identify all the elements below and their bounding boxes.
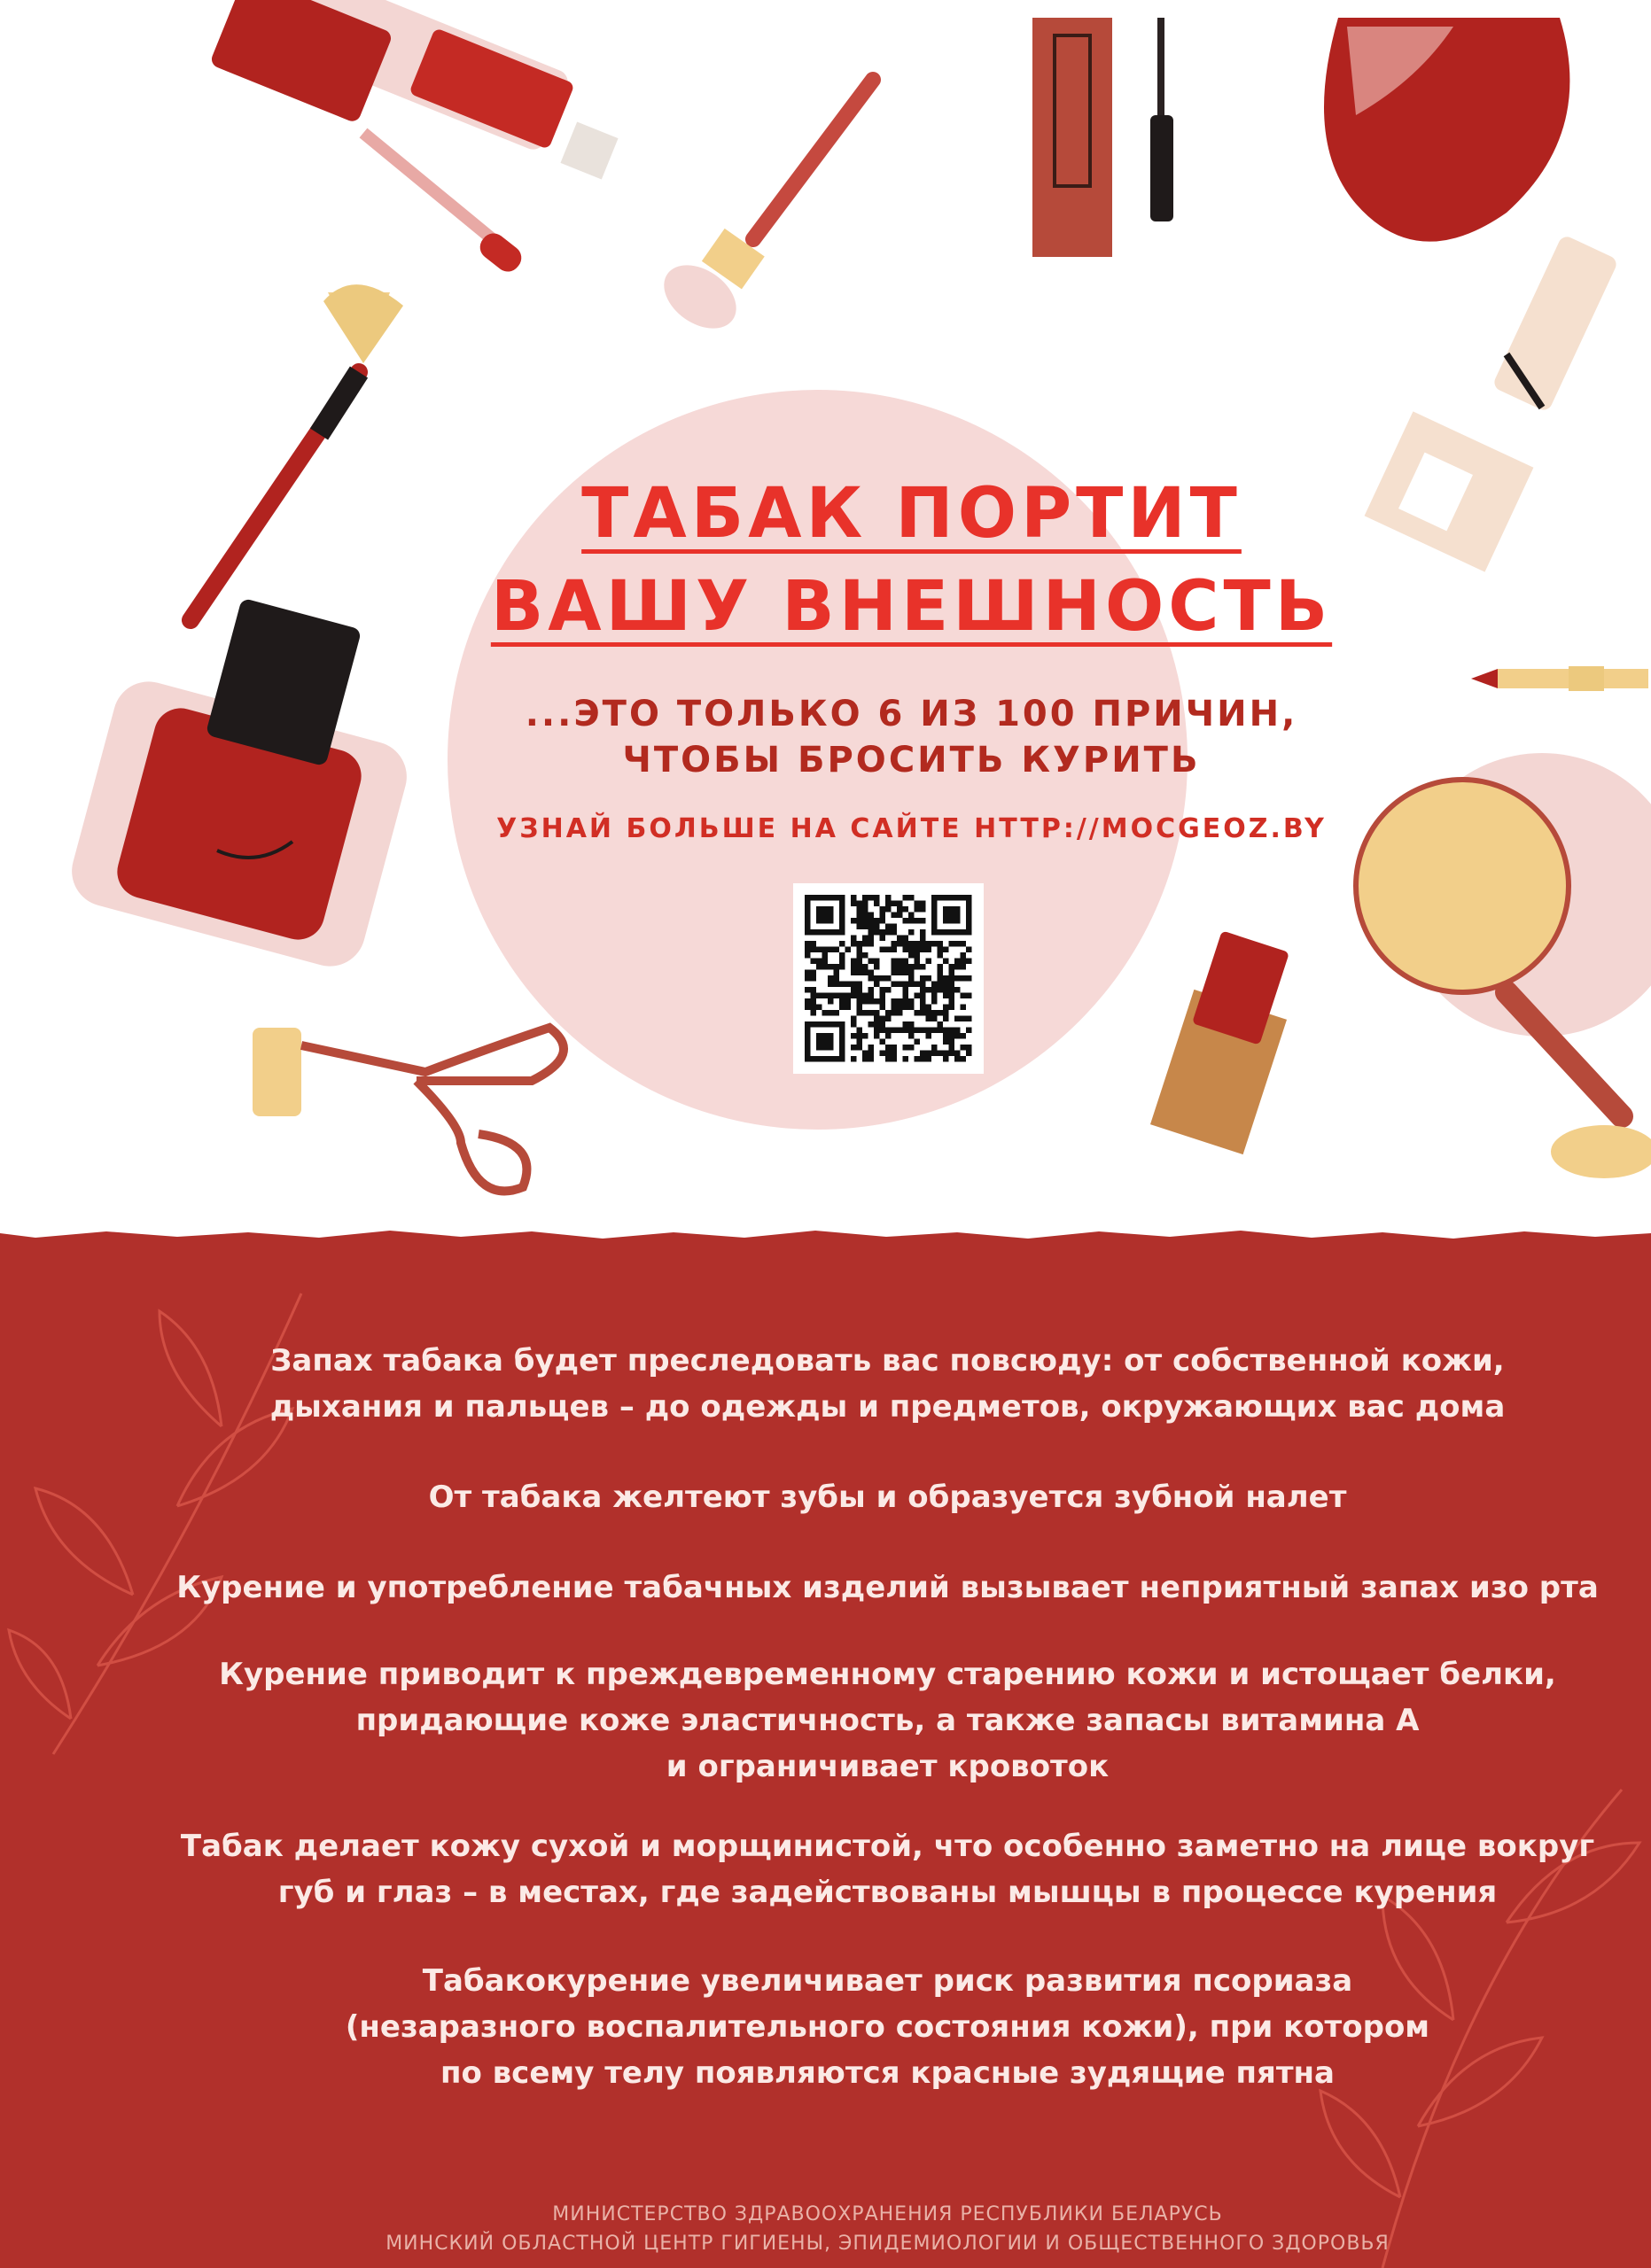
website-link-text[interactable]: УЗНАЙ БОЛЬШЕ НА САЙТЕ HTTP://MOCGEOZ.BY xyxy=(496,813,1327,844)
fact-dry-skin: Табак делает кожу сухой и морщинистой, что особенно заметно на лице вокруг губ и глаз – в местах, где задействованы мышцы в процессе курения xyxy=(180,1829,1595,1910)
fact-psoriasis: Табакокурение увеличивает риск развития псориаза (незаразного воспалительного состояния кожи), при котором по всему телу появляются красные зудящие пятна xyxy=(345,1963,1430,2091)
fact-teeth: От табака желтеют зубы и образуется зубной налет xyxy=(428,1480,1347,1515)
footer-ministry: МИНИСТЕРСТВО ЗДРАВООХРАНЕНИЯ РЕСПУБЛИКИ БЕЛАРУСЬ xyxy=(552,2203,1223,2225)
lipstick-tube-icon xyxy=(1032,18,1112,257)
qr-code-pattern xyxy=(793,883,984,1074)
fact-breath: Курение и употребление табачных изделий вызывает неприятный запах изо рта xyxy=(176,1570,1599,1605)
mascara-icon xyxy=(1150,18,1173,221)
makeup-brush-icon xyxy=(652,80,873,341)
fact-smell: Запах табака будет преследовать вас повсюду: от собственной кожи, дыхания и пальцев – до одежды и предметов, окружающих вас дома xyxy=(269,1343,1506,1425)
small-brush-icon xyxy=(1471,666,1648,691)
poster-title-line-1: ТАБАК ПОРТИТ xyxy=(581,474,1242,554)
poster-title-line-2: ВАШУ ВНЕШНОСТЬ xyxy=(490,567,1333,647)
eyelash-curler-icon xyxy=(253,1028,564,1191)
qr-code-icon[interactable] xyxy=(793,883,984,1074)
footer-center: МИНСКИЙ ОБЛАСТНОЙ ЦЕНТР ГИГИЕНЫ, ЭПИДЕМИОЛОГИИ И ОБЩЕСТВЕННОГО ЗДОРОВЬЯ xyxy=(385,2233,1390,2255)
facts-panel xyxy=(0,1223,1651,2268)
lip-gloss-icon xyxy=(209,0,619,276)
subtitle-line-2: ЧТОБЫ БРОСИТЬ КУРИТЬ xyxy=(622,740,1201,781)
lipstick-icon xyxy=(1150,930,1289,1154)
subtitle-line-1: ...ЭТО ТОЛЬКО 6 ИЗ 100 ПРИЧИН, xyxy=(525,694,1298,734)
fact-aging: Курение приводит к преждевременному старению кожи и истощает белки, придающие коже эластичность, а также запасы витамина А и ограничивает кровоток xyxy=(219,1657,1556,1784)
nail-polish-icon xyxy=(64,598,415,975)
beauty-sponge-icon xyxy=(1324,18,1569,242)
